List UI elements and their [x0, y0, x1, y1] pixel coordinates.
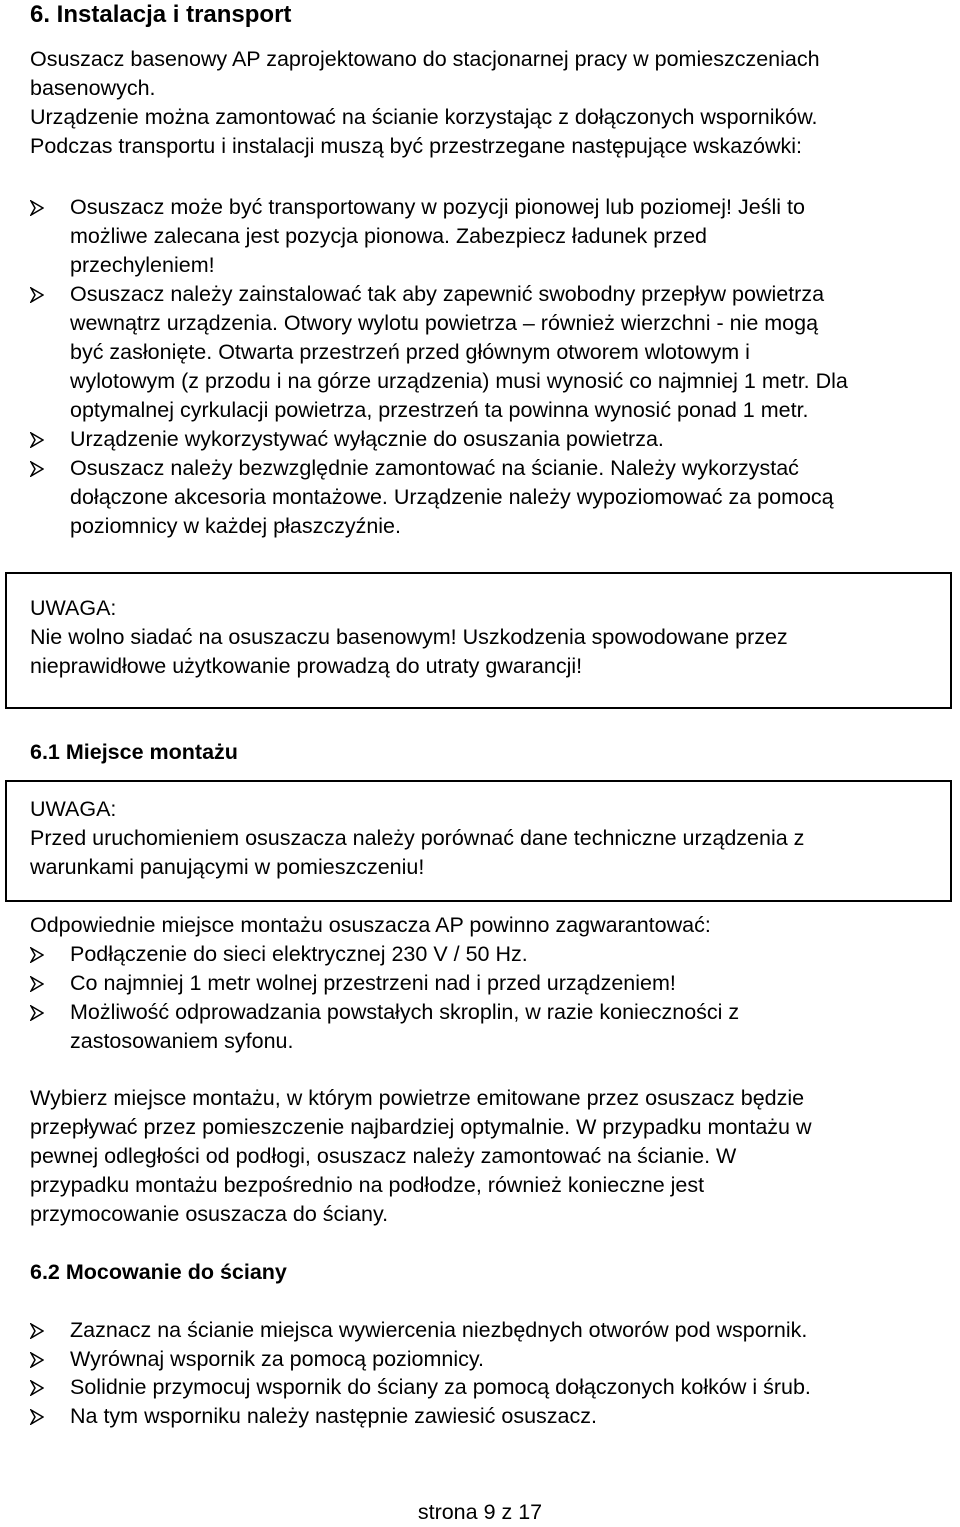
bullet-line: Urządzenie wykorzystywać wyłącznie do osuszania powietrza.: [70, 427, 664, 451]
arrow-bullet-icon: [30, 280, 54, 309]
paragraph-line: przypadku montażu bezpośrednio na podłodze, również konieczne jest: [30, 1173, 705, 1197]
arrow-bullet-icon: [30, 1373, 54, 1402]
bullet-line: przechyleniem!: [70, 253, 215, 277]
bullet-line: Solidnie przymocuj wspornik do ściany za pomocą dołączonych kołków i śrub.: [70, 1375, 811, 1399]
warning-line: Nie wolno siadać na osuszaczu basenowym! Uszkodzenia spowodowane przez: [30, 625, 788, 649]
bullet-line: wylotowym (z przodu i na górze urządzenia) musi wynosić co najmniej 1 metr. Dla: [70, 369, 848, 393]
arrow-bullet-icon: [30, 193, 54, 222]
arrow-bullet-icon: [30, 969, 54, 998]
intro-line: Podczas transportu i instalacji muszą być przestrzegane następujące wskazówki:: [30, 134, 802, 158]
arrow-bullet-icon: [30, 425, 54, 454]
bullet-line: Zaznacz na ścianie miejsca wywiercenia niezbędnych otworów pod wspornik.: [70, 1318, 808, 1342]
paragraph-line: przymocowanie osuszacza do ściany.: [30, 1202, 389, 1226]
bullet-line: być zasłonięte. Otwarta przestrzeń przed głównym otworem wlotowym i: [70, 340, 750, 364]
warning-label: UWAGA:: [30, 596, 117, 620]
bullet-line: dołączone akcesoria montażowe. Urządzenie należy wypoziomować za pomocą: [70, 485, 834, 509]
bullet-line: Podłączenie do sieci elektrycznej 230 V / 50 Hz.: [70, 942, 528, 966]
bullet-line: możliwe zalecana jest pozycja pionowa. Zabezpiecz ładunek przed: [70, 224, 707, 248]
subsection-title: 6.2 Mocowanie do ściany: [30, 1260, 287, 1284]
bullet-line: optymalnej cyrkulacji powietrza, przestrzeń ta powinna wynosić ponad 1 metr.: [70, 398, 809, 422]
subsection-title: 6.1 Miejsce montażu: [30, 740, 238, 764]
warning-label: UWAGA:: [30, 797, 117, 821]
intro-line: Osuszacz basenowy AP zaprojektowano do stacjonarnej pracy w pomieszczeniach: [30, 47, 820, 71]
bullet-line: Co najmniej 1 metr wolnej przestrzeni nad i przed urządzeniem!: [70, 971, 676, 995]
warning-line: nieprawidłowe użytkowanie prowadzą do utraty gwarancji!: [30, 654, 583, 678]
arrow-bullet-icon: [30, 1316, 54, 1345]
warning-line: warunkami panującymi w pomieszczeniu!: [30, 855, 425, 879]
arrow-bullet-icon: [30, 454, 54, 483]
lead-text: Odpowiednie miejsce montażu osuszacza AP powinno zagwarantować:: [30, 913, 711, 937]
bullet-line: Osuszacz może być transportowany w pozycji pionowej lub poziomej! Jeśli to: [70, 195, 805, 219]
bullet-line: poziomnicy w każdej płaszczyźnie.: [70, 514, 401, 538]
warning-line: Przed uruchomieniem osuszacza należy porównać dane techniczne urządzenia z: [30, 826, 805, 850]
bullet-line: Możliwość odprowadzania powstałych skroplin, w razie konieczności z: [70, 1000, 740, 1024]
paragraph-line: przepływać przez pomieszczenie najbardziej optymalnie. W przypadku montażu w: [30, 1115, 812, 1139]
arrow-bullet-icon: [30, 1402, 54, 1431]
bullet-line: wewnątrz urządzenia. Otwory wylotu powietrza – również wierzchni - nie mogą: [70, 311, 819, 335]
bullet-line: Wyrównaj wspornik za pomocą poziomnicy.: [70, 1347, 485, 1371]
arrow-bullet-icon: [30, 998, 54, 1027]
intro-line: basenowych.: [30, 76, 156, 100]
bullet-line: zastosowaniem syfonu.: [70, 1029, 294, 1053]
paragraph-line: pewnej odległości od podłogi, osuszacz należy zamontować na ścianie. W: [30, 1144, 737, 1168]
bullet-line: Osuszacz należy bezwzględnie zamontować na ścianie. Należy wykorzystać: [70, 456, 799, 480]
page-number: strona 9 z 17: [417, 1500, 543, 1524]
bullet-line: Na tym wsporniku należy następnie zawiesić osuszacz.: [70, 1404, 597, 1428]
arrow-bullet-icon: [30, 1345, 54, 1374]
bullet-line: Osuszacz należy zainstalować tak aby zapewnić swobodny przepływ powietrza: [70, 282, 825, 306]
paragraph-line: Wybierz miejsce montażu, w którym powietrze emitowane przez osuszacz będzie: [30, 1086, 805, 1110]
section-title: 6. Instalacja i transport: [30, 1, 292, 28]
intro-line: Urządzenie można zamontować na ścianie korzystając z dołączonych wsporników.: [30, 105, 818, 129]
arrow-bullet-icon: [30, 940, 54, 969]
